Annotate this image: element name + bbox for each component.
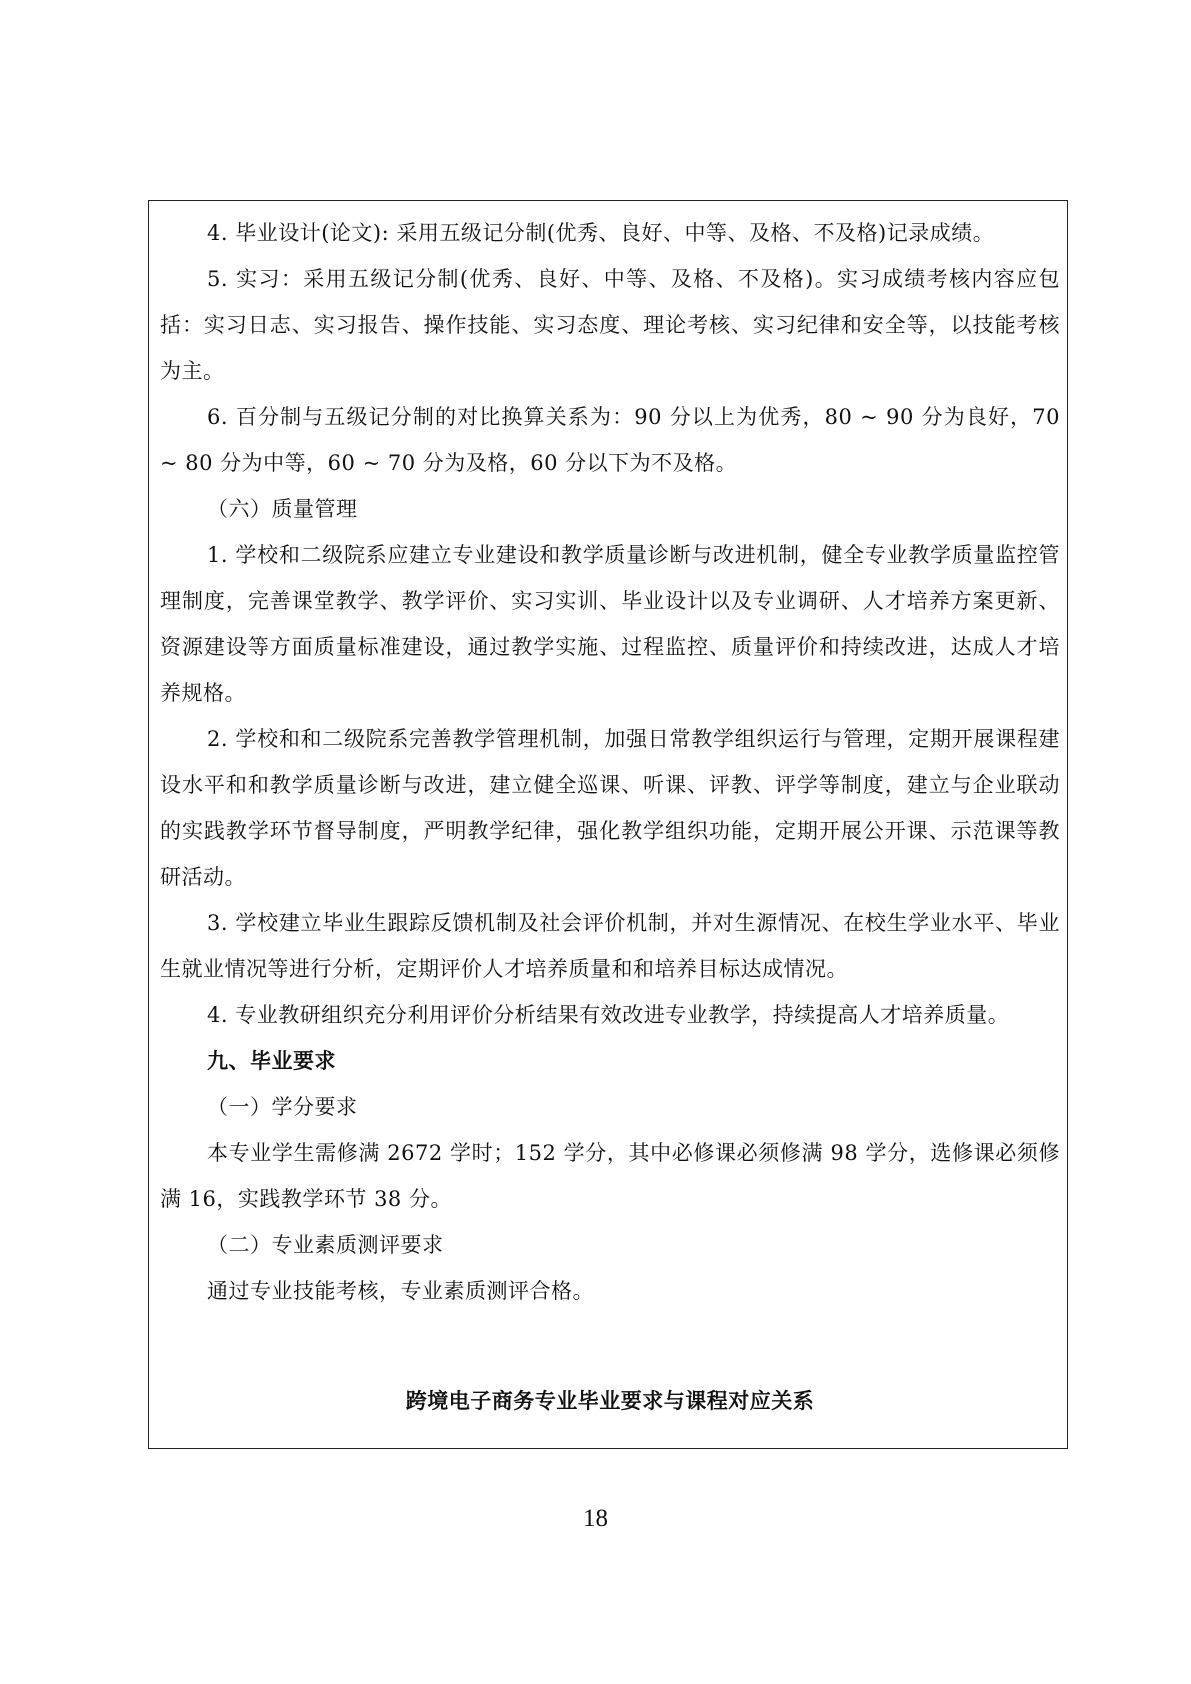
paragraph-quality-1: 1. 学校和二级院系应建立专业建设和教学质量诊断与改进机制，健全专业教学质量监控管理制度，完善课堂教学、教学评价、实习实训、毕业设计以及专业调研、人才培养方案更新、资源建设等方面质量标准建设，通过教学实施、过程监控、质量评价和持续改进，达成人才培养规格。 [160,543,1060,705]
document-body [160,210,1060,1424]
subheading-quality-assessment: （二）专业素质测评要求 [207,1233,444,1257]
paragraph-grading-thesis: 4. 毕业设计(论文): 采用五级记分制(优秀、良好、中等、及格、不及格)记录成绩。 [207,221,995,245]
paragraph-quality-4: 4. 专业教研组织充分利用评价分析结果有效改进专业教学，持续提高人才培养质量。 [207,1003,1010,1027]
subheading-quality-management: （六）质量管理 [207,497,358,521]
paragraph-quality-2: 2. 学校和和二级院系完善教学管理机制，加强日常教学组织运行与管理，定期开展课程建设水平和和教学质量诊断与改进，建立健全巡课、听课、评教、评学等制度，建立与企业联动的实践教学环节督导制度，严明教学纪律，强化教学组织功能，定期开展公开课、示范课等教研活动。 [160,727,1060,889]
paragraph-credit-requirements: 本专业学生需修满 2672 学时；152 学分，其中必修课必须修满 98 学分，选修课必须修满 16，实践教学环节 38 分。 [160,1141,1060,1211]
table-caption: 跨境电子商务专业毕业要求与课程对应关系 [405,1389,815,1413]
subheading-credit-requirements: （一）学分要求 [207,1095,358,1119]
paragraph-grading-internship: 5. 实习：采用五级记分制(优秀、良好、中等、及格、不及格)。实习成绩考核内容应包括：实习日志、实习报告、操作技能、实习态度、理论考核、实习纪律和安全等，以技能考核为主。 [160,267,1060,383]
paragraph-grade-conversion: 6. 百分制与五级记分制的对比换算关系为：90 分以上为优秀，80 ~ 90 分为良好，70 ~ 80 分为中等，60 ~ 70 分为及格，60 分以下为不及格。 [160,405,1060,475]
section-heading-graduation: 九、毕业要求 [207,1049,336,1073]
page-number: 18 [583,1505,608,1532]
paragraph-quality-3: 3. 学校建立毕业生跟踪反馈机制及社会评价机制，并对生源情况、在校生学业水平、毕业生就业情况等进行分析，定期评价人才培养质量和和培养目标达成情况。 [160,911,1060,981]
paragraph-quality-assessment: 通过专业技能考核，专业素质测评合格。 [207,1279,594,1303]
